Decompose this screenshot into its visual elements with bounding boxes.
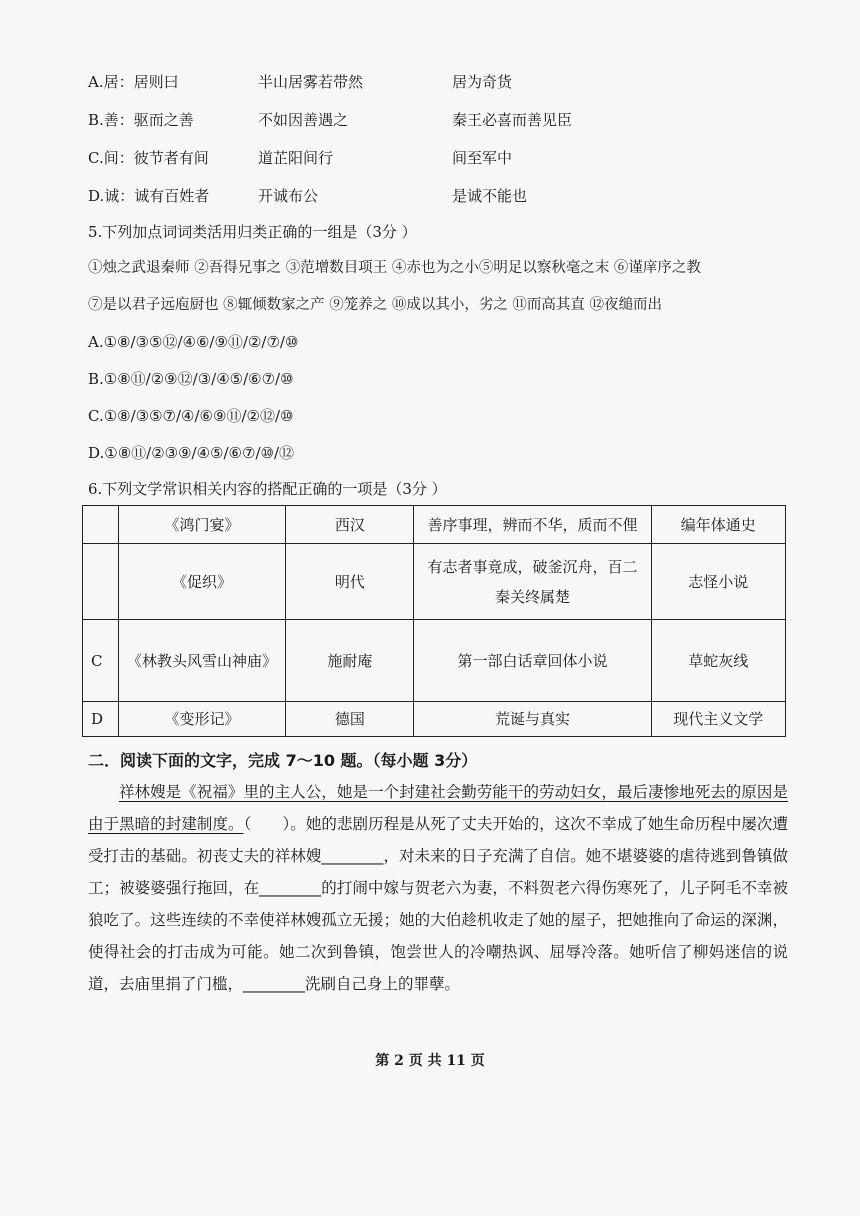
genre-cell: 草蛇灰线	[651, 620, 785, 702]
underlined-sentence: 祥林嫂是《祝福》里的主人公，她是一个封建社会勤劳能干的劳动妇女，最后凄惨地死去的原因是由于黑暗的封建制度。	[88, 783, 788, 833]
q5-items-line1: ①烛之武退秦师 ②吾得兄事之 ③范增数目项王 ④赤也为之小⑤明足以察秋毫之末 ⑥谨庠序之教	[88, 260, 701, 276]
page-footer: 第 2 页 共 11 页	[375, 1053, 485, 1069]
desc-cell: 善序事理，辨而不华，质而不俚	[414, 506, 651, 544]
q6-stem: 6.下列文学常识相关内容的搭配正确的一项是（3分 ）	[88, 480, 447, 498]
row-label	[83, 544, 119, 620]
row-label: D	[83, 702, 119, 737]
q5-option-b: B.①⑧⑪/②⑨⑫/③/④⑤/⑥⑦/⑩	[88, 370, 294, 388]
literature-table	[82, 505, 786, 737]
genre-cell: 志怪小说	[651, 544, 785, 620]
row-label: C	[83, 620, 119, 702]
author-cell: 西汉	[286, 506, 414, 544]
table-row	[83, 620, 786, 702]
desc-cell: 有志者事竟成，破釜沉舟，百二秦关终属楚	[414, 544, 651, 620]
q5-stem: 5.下列加点词词类活用归类正确的一组是（3分 ）	[88, 223, 417, 241]
work-cell: 《促织》	[118, 544, 285, 620]
desc-cell: 荒诞与真实	[414, 702, 651, 737]
author-cell: 德国	[286, 702, 414, 737]
genre-cell: 编年体通史	[651, 506, 785, 544]
desc-cell: 第一部白话章回体小说	[414, 620, 651, 702]
q5-items-line2: ⑦是以君子远庖厨也 ⑧辄倾数家之产 ⑨笼养之 ⑩成以其小，劣之 ⑪而高其直 ⑫夜缒而出	[88, 297, 663, 313]
work-cell: 《变形记》	[118, 702, 285, 737]
work-cell: 《林教头风雪山神庙》	[118, 620, 285, 702]
q5-option-a: A.①⑧/③⑤⑫/④⑥/⑨⑪/②/⑦/⑩	[88, 333, 299, 351]
table-row	[83, 544, 786, 620]
q5-option-d: D.①⑧⑪/②③⑨/④⑤/⑥⑦/⑩/⑫	[88, 444, 295, 462]
author-cell: 明代	[286, 544, 414, 620]
author-cell: 施耐庵	[286, 620, 414, 702]
table-row	[83, 702, 786, 737]
row-label	[83, 506, 119, 544]
exam-page: A.居：居则曰 半山居雾若带然 居为奇货 B.善：驱而之善 不如因善遇之 秦王必喜而善见臣 C.间：彼节者有间 道芷阳间行 间至军中 D.诚：诚有百姓者 开诚布公 是诚不能也 5.下列加点词词类活用归类正确的一组是（3分 ） ①烛之武退秦师 ②吾得兄事之 ③范增数目项王 ④赤也为之小⑤明足以察秋毫之末 ⑥谨庠序之教 ⑦是以君子远庖厨也 ⑧辄倾数家之产 ⑨笼养之 ⑩成以其小，劣之 ⑪而高其直 ⑫夜缒而出 A.①⑧/③⑤⑫/④⑥/⑨⑪/②/⑦/⑩ B.①⑧⑪/②⑨⑫/③/④⑤/⑥⑦/⑩ C.①⑧/③⑤⑦/④/⑥⑨⑪/②⑫/⑩ D.①⑧⑪/②③⑨/④⑤/⑥⑦/⑩/⑫ 6.下列文学常识相关内容的搭配正确的一项是（3分 ） 《鸿门宴》 西汉 善序事理，辨而不华，质而不俚 编年体通史 《促织》 明代 有志者事竟成，破釜沉舟，百二秦关终属楚 志怪小说 C 《林教头风雪山神庙》 施耐庵 第一部白话章回体小说 草蛇灰线 D 《变形记》 德国 荒诞与真实 现代主义文学 二．阅读下面的文字，完成 7～10 题。（每小题 3分） 祥林嫂是《祝福》里的主人公，她是一个封建社会勤劳能干的劳动妇女，最后凄惨地死去的原因是由于黑暗的封建制度。（ ）。她的悲剧历程是从死了丈夫开始的，这次不幸成了她生命历程中屡次遭受打击的基础。初丧丈夫的祥林嫂________，对未来的日子充满了自信。她不堪婆婆的虐待逃到鲁镇做工；被婆婆强行拖回，在________的打闹中嫁与贺老六为妻，不料贺老六得伤寒死了，儿子阿毛不幸被狼吃了。这些连续的不幸使祥林嫂孤立无援；她的大伯趁机收走了她的屋子，把她推向了命运的深渊，使得社会的打击成为可能。她二次到鲁镇，饱尝世人的冷嘲热讽、屈辱冷落。她听信了柳妈迷信的说道，去庙里捐了门槛，________洗刷自己身上的罪孽。 第 2 页 共 11 页	[0, 0, 860, 1216]
q5-option-c: C.①⑧/③⑤⑦/④/⑥⑨⑪/②⑫/⑩	[88, 407, 294, 425]
genre-cell: 现代主义文学	[651, 702, 785, 737]
reading-passage	[88, 776, 788, 1000]
passage-text: （ ）。她的悲剧历程是从死了丈夫开始的，这次不幸成了她生命历程中屡次遭受打击的基础。初丧丈夫的祥林嫂________，对未来的日子充满了自信。她不堪婆婆的虐待逃到鲁镇做工；被婆婆强行拖回，在________的打闹中嫁与贺老六为妻，不料贺老六得伤寒死了，儿子阿毛不幸被狼吃了。这些连续的不幸使祥林嫂孤立无援；她的大伯趁机收走了她的屋子，把她推向了命运的深渊，使得社会的打击成为可能。她二次到鲁镇，饱尝世人的冷嘲热讽、屈辱冷落。她听信了柳妈迷信的说道，去庙里捐了门槛，________洗刷自己身上的罪孽。	[88, 815, 788, 993]
section-title: 二．阅读下面的文字，完成 7～10 题。（每小题 3分）	[88, 751, 478, 770]
work-cell: 《鸿门宴》	[118, 506, 285, 544]
table-row	[83, 506, 786, 544]
